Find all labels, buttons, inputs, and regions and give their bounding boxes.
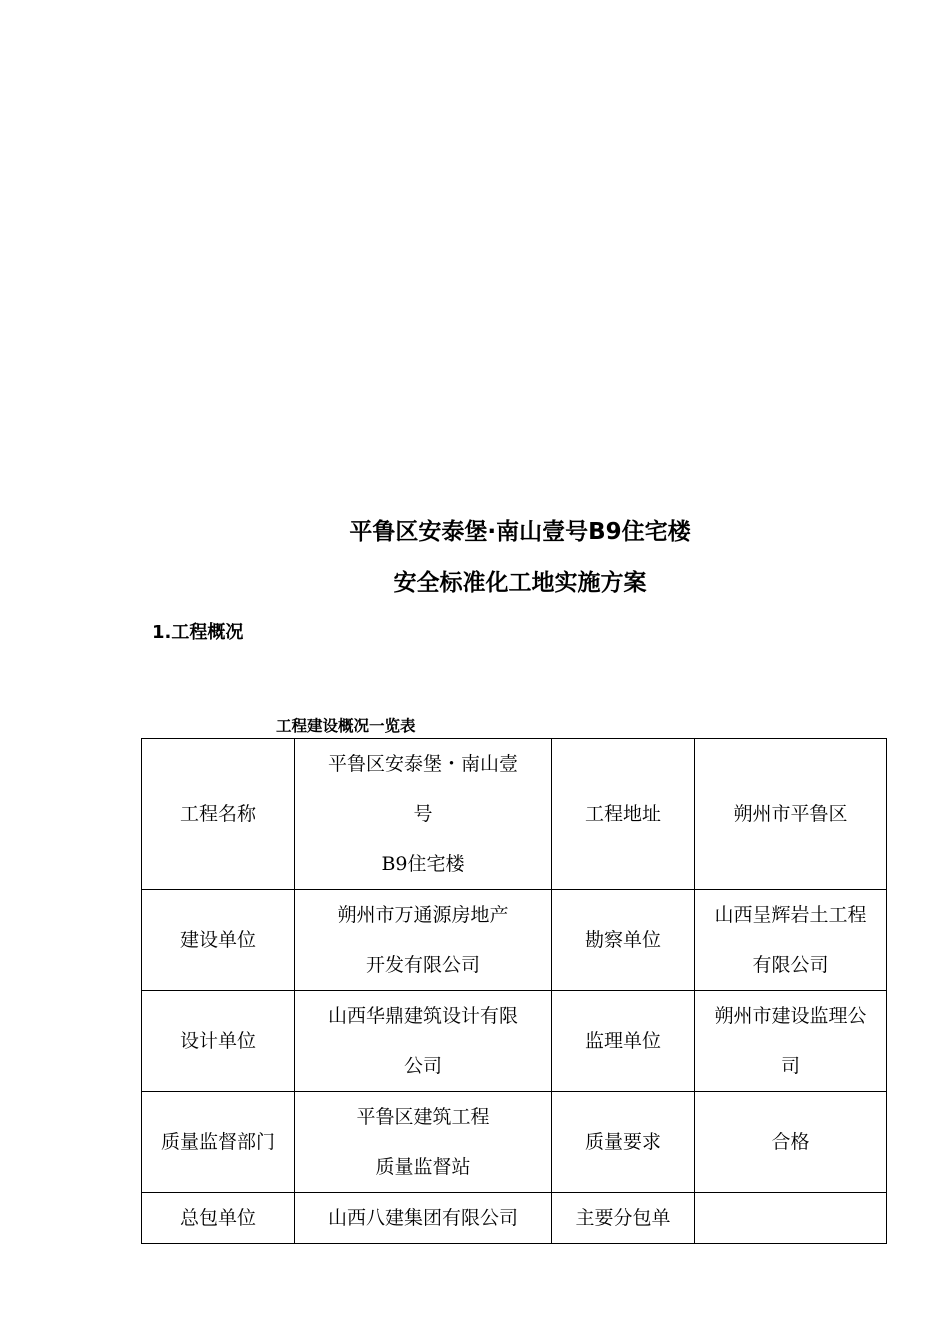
survey-unit-line: 山西呈辉岩土工程 xyxy=(714,904,867,926)
value-cell xyxy=(695,991,887,1092)
project-address-label: 工程地址 xyxy=(584,803,661,825)
label-cell xyxy=(552,1092,695,1193)
label-cell xyxy=(142,991,295,1092)
value-cell xyxy=(695,739,887,890)
design-unit-line: 山西华鼎建筑设计有限 xyxy=(327,1005,518,1027)
value-cell xyxy=(695,1193,887,1244)
label-cell xyxy=(552,991,695,1092)
general-contractor-label: 总包单位 xyxy=(179,1207,256,1229)
label-cell xyxy=(142,890,295,991)
document-title-line-2: 安全标准化工地实施方案 xyxy=(393,570,647,596)
developer-line: 朔州市万通源房地产 xyxy=(337,904,509,926)
project-name-line: 平鲁区安泰堡・南山壹 xyxy=(327,753,518,775)
supervision-unit-label: 监理单位 xyxy=(584,1030,661,1052)
supervision-unit-line: 朔州市建设监理公 xyxy=(714,1005,867,1027)
section-heading: 1.工程概况 xyxy=(152,622,244,643)
label-cell xyxy=(142,1193,295,1244)
project-overview-table xyxy=(141,738,887,1244)
label-cell xyxy=(552,1193,695,1244)
quality-supervision-label: 质量监督部门 xyxy=(160,1131,275,1153)
project-address-value: 朔州市平鲁区 xyxy=(733,803,848,825)
quality-requirement-value: 合格 xyxy=(771,1131,810,1153)
label-cell xyxy=(552,890,695,991)
developer-label: 建设单位 xyxy=(179,929,256,951)
label-cell xyxy=(552,739,695,890)
design-unit-label: 设计单位 xyxy=(179,1030,256,1052)
quality-supervision-line: 平鲁区建筑工程 xyxy=(356,1106,490,1128)
quality-supervision-line: 质量监督站 xyxy=(375,1156,471,1178)
table-row xyxy=(142,991,887,1092)
developer-line: 开发有限公司 xyxy=(365,954,480,976)
value-cell xyxy=(295,739,552,890)
project-name-line: B9住宅楼 xyxy=(381,853,465,875)
value-cell xyxy=(295,1092,552,1193)
label-cell xyxy=(142,739,295,890)
table-row xyxy=(142,890,887,991)
table-row xyxy=(142,739,887,890)
value-cell xyxy=(695,890,887,991)
design-unit-line: 公司 xyxy=(403,1055,442,1077)
survey-unit-label: 勘察单位 xyxy=(584,929,661,951)
supervision-unit-line: 司 xyxy=(780,1055,800,1077)
table-row xyxy=(142,1092,887,1193)
table-row xyxy=(142,1193,887,1244)
general-contractor-value: 山西八建集团有限公司 xyxy=(327,1207,518,1229)
value-cell xyxy=(695,1092,887,1193)
value-cell xyxy=(295,991,552,1092)
table-caption: 工程建设概况一览表 xyxy=(276,717,416,735)
document-title-line-1: 平鲁区安泰堡·南山壹号B9住宅楼 xyxy=(349,519,691,545)
label-cell xyxy=(142,1092,295,1193)
quality-requirement-label: 质量要求 xyxy=(584,1131,661,1153)
project-name-line: 号 xyxy=(413,803,433,825)
project-name-label: 工程名称 xyxy=(179,803,256,825)
survey-unit-line: 有限公司 xyxy=(752,954,829,976)
value-cell xyxy=(295,1193,552,1244)
main-subcontractor-label: 主要分包单 xyxy=(575,1207,671,1229)
value-cell xyxy=(295,890,552,991)
